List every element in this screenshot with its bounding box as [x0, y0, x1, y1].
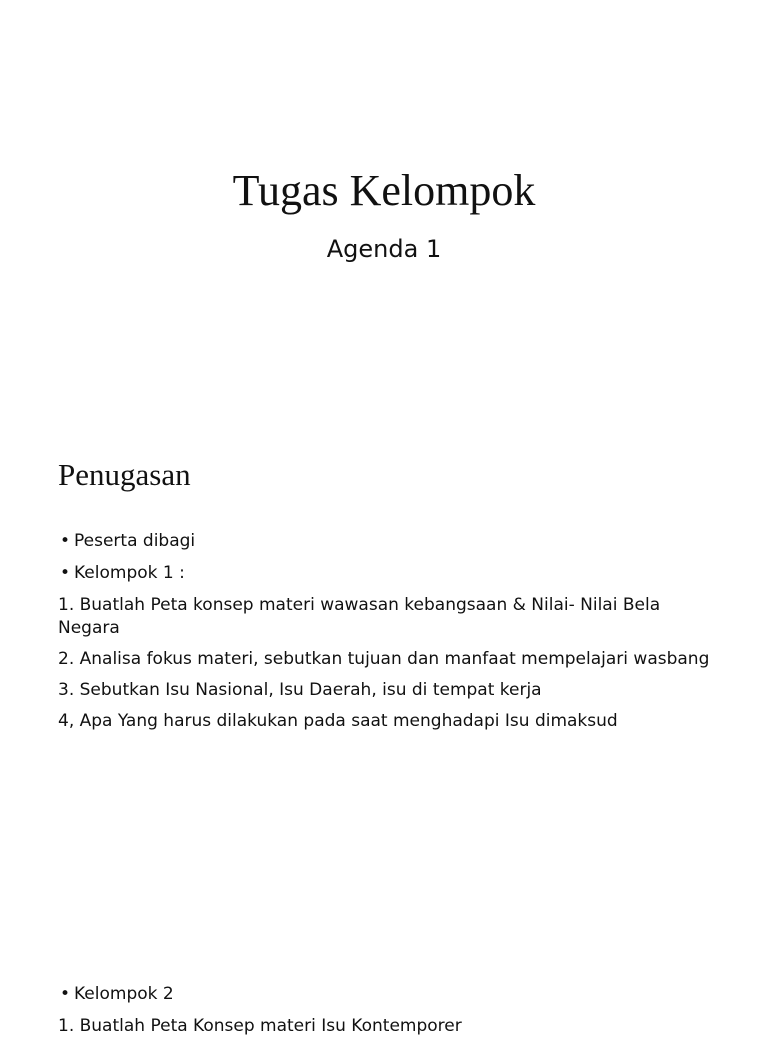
- numbered-item: 1. Buatlah Peta konsep materi wawasan kebangsaan & Nilai- Nilai Bela Negara: [58, 595, 661, 638]
- bullet-item: • Kelompok 2: [58, 983, 718, 1006]
- assignment-body: [58, 530, 718, 741]
- slide-assignment: [0, 420, 768, 1036]
- bullet-item: • Kelompok 1 :: [58, 562, 718, 585]
- numbered-item: 3. Sebutkan Isu Nasional, Isu Daerah, isu di tempat kerja: [58, 680, 542, 700]
- numbered-item: 1. Buatlah Peta Konsep materi Isu Kontemporer: [58, 1016, 462, 1036]
- slide-title-heading: Tugas Kelompok: [232, 166, 536, 215]
- bullet-item: • Peserta dibagi: [58, 530, 718, 553]
- slide-subtitle: Agenda 1: [326, 235, 442, 263]
- slide-title: [0, 0, 768, 420]
- numbered-item: 2. Analisa fokus materi, sebutkan tujuan dan manfaat mempelajari wasbang: [58, 649, 710, 669]
- numbered-item: 4, Apa Yang harus dilakukan pada saat menghadapi Isu dimaksud: [58, 711, 618, 731]
- assignment-body-group-2: [58, 983, 718, 1046]
- assignment-heading: Penugasan: [58, 457, 191, 492]
